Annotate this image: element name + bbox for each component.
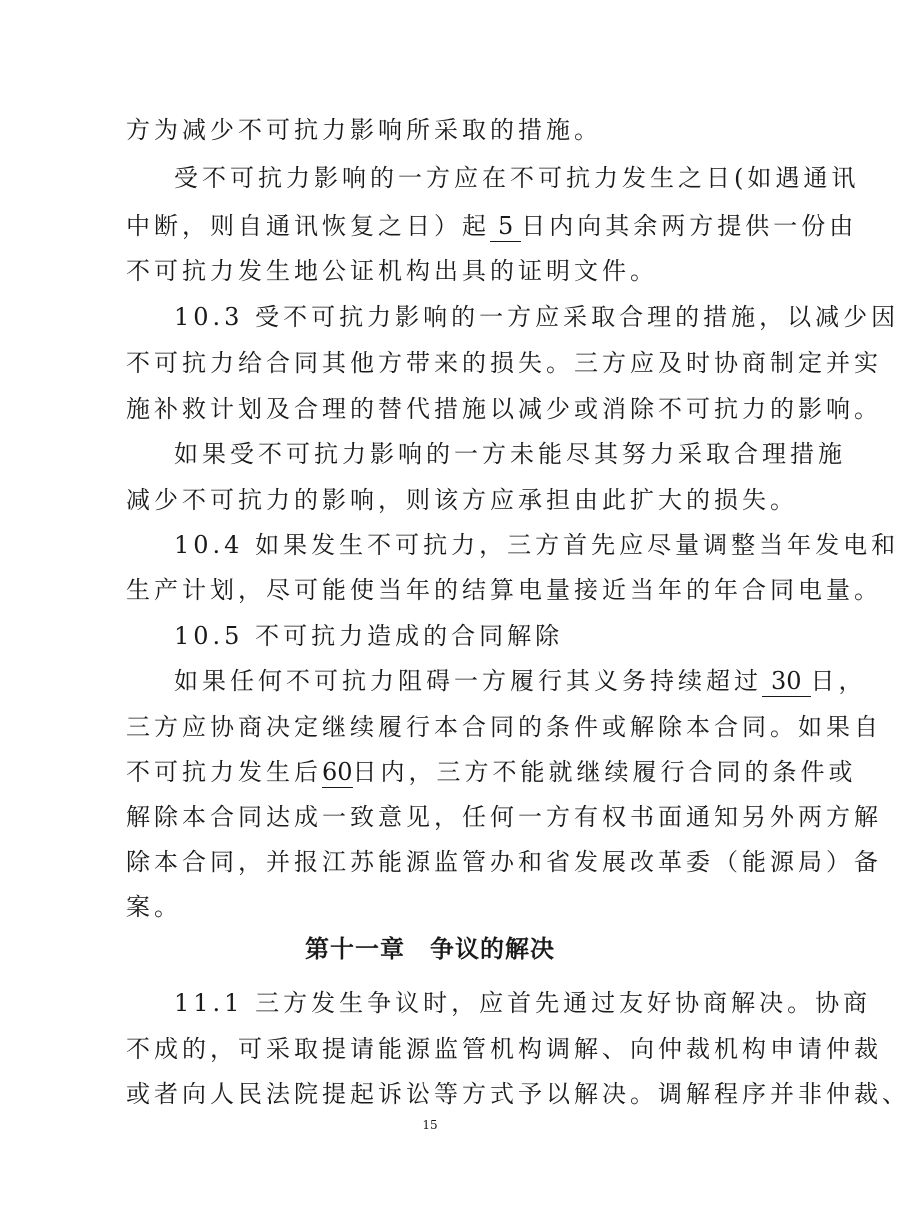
page-number: 15 — [422, 1118, 438, 1132]
line-segment: 不可抗力发生后 — [126, 758, 322, 786]
paragraph-line: 不可抗力给合同其他方带来的损失。三方应及时协商制定并实 — [126, 349, 882, 377]
paragraph-line: 除本合同，并报江苏能源监管办和省发展改革委（能源局）备 — [126, 848, 882, 876]
paragraph-line: 案。 — [126, 893, 182, 921]
paragraph-line: 生产计划，尽可能使当年的结算电量接近当年的年合同电量。 — [126, 576, 882, 604]
paragraph-line: 如果受不可抗力影响的一方未能尽其努力采取合理措施 — [174, 440, 846, 468]
paragraph-line: 受不可抗力影响的一方应在不可抗力发生之日(如遇通讯 — [174, 164, 860, 192]
paragraph-line: 方为减少不可抗力影响所采取的措施。 — [126, 116, 602, 144]
paragraph-line: 不可抗力发生地公证机构出具的证明文件。 — [126, 257, 658, 285]
paragraph-line: 10.3 受不可抗力影响的一方应采取合理的措施，以减少因 — [174, 303, 900, 331]
line-segment: 中断，则自通讯恢复之日）起 — [126, 212, 490, 240]
paragraph-line: 解除本合同达成一致意见，任何一方有权书面通知另外两方解 — [126, 803, 882, 831]
paragraph-line: 10.4 如果发生不可抗力，三方首先应尽量调整当年发电和 — [174, 531, 900, 559]
paragraph-line: 施补救计划及合理的替代措施以减少或消除不可抗力的影响。 — [126, 395, 882, 423]
paragraph-line: 不成的，可采取提请能源监管机构调解、向仲裁机构申请仲裁 — [126, 1035, 882, 1063]
paragraph-line: 10.5 不可抗力造成的合同解除 — [174, 622, 564, 650]
line-segment: 日内，三方不能就继续履行合同的条件或 — [352, 758, 857, 786]
paragraph-line: 减少不可抗力的影响，则该方应承担由此扩大的损失。 — [126, 486, 798, 514]
paragraph-line: 11.1 三方发生争议时，应首先通过友好协商解决。协商 — [174, 989, 872, 1017]
paragraph-line: 或者向人民法院提起诉讼等方式予以解决。调解程序并非仲裁、 — [126, 1080, 910, 1108]
line-segment: 日内向其余两方提供一份由 — [521, 212, 858, 240]
chapter-title: 第十一章 争议的解决 — [305, 935, 555, 963]
underlined-days-value: 30 — [762, 666, 811, 697]
line-segment: 如果任何不可抗力阻碍一方履行其义务持续超过 — [174, 667, 762, 695]
line-segment: 日， — [810, 667, 867, 695]
paragraph-line: 三方应协商决定继续履行本合同的条件或解除本合同。如果自 — [126, 713, 882, 741]
underlined-days-value: 5 — [490, 211, 521, 242]
underlined-days-value: 60 — [322, 758, 353, 786]
